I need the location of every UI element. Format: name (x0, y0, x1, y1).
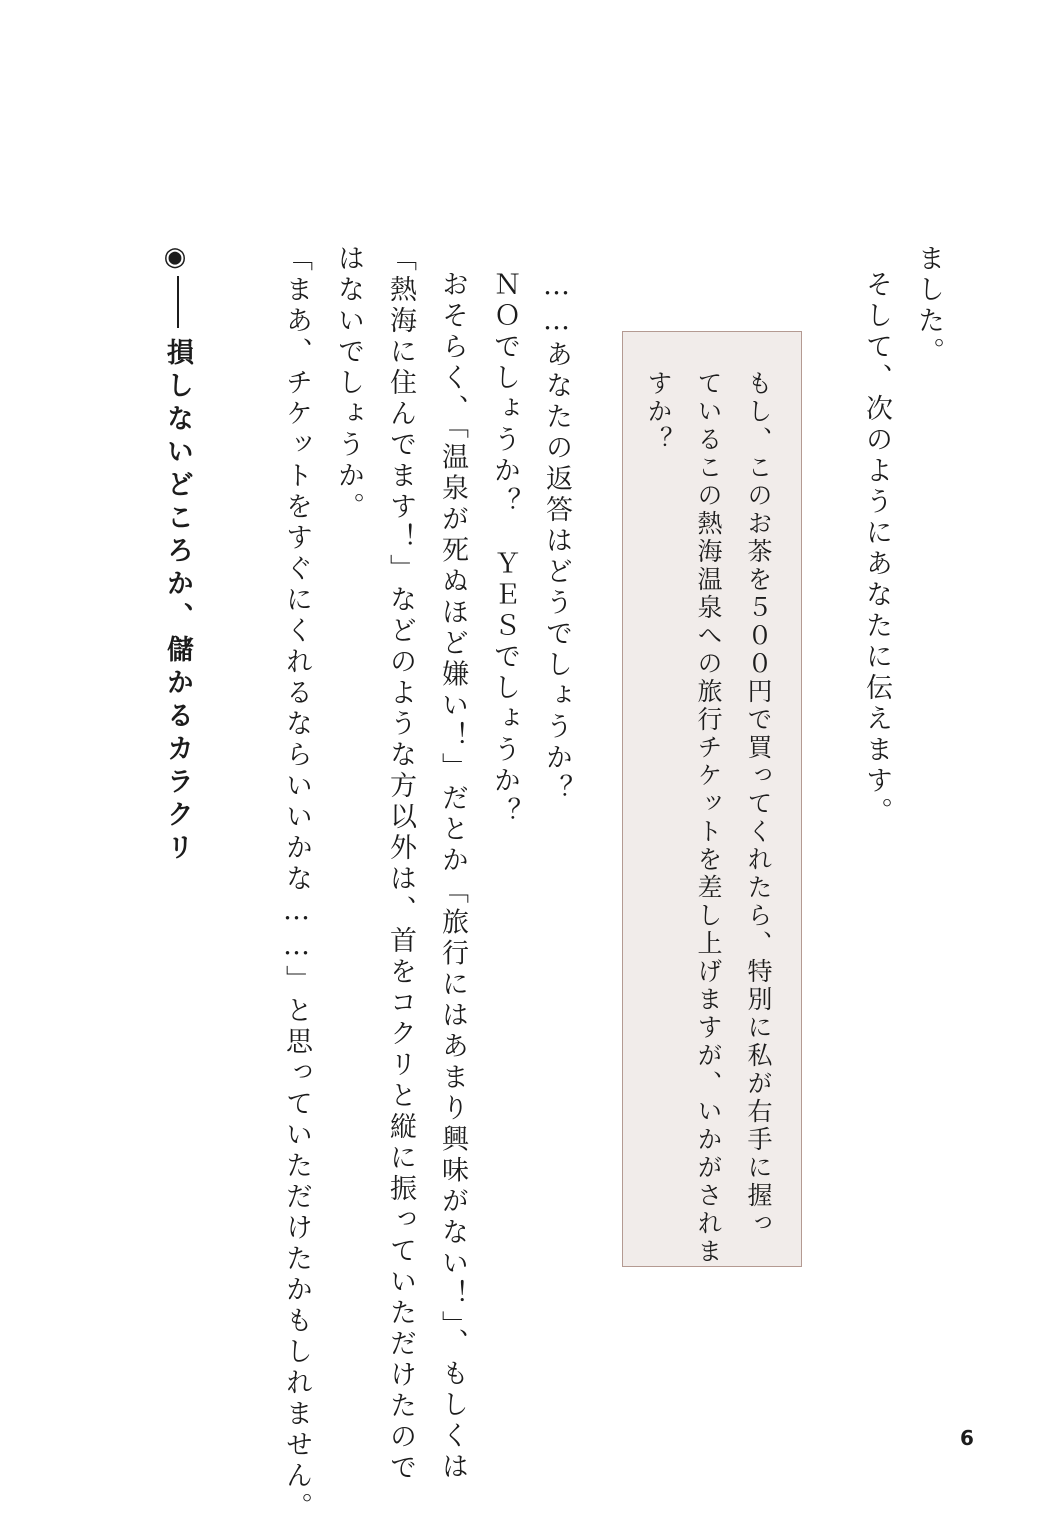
callout-line: ているこの熱海温泉への旅行チケットを差し上げますが、いかがされま (694, 370, 723, 1266)
body-line: はないでしょうか。 (333, 244, 364, 523)
callout-box (622, 331, 802, 1267)
body-line: 「熱海に住んでます！」などのような方以外は、首をコクリと縦に振っていただけたので (385, 244, 416, 1484)
body-line: 「まあ、チケットをすぐにくれるならいいかな……」と思っていただけたかもしれません。 (281, 244, 312, 1523)
callout-line: もし、このお茶を５００円で買ってくれたら、特別に私が右手に握っ (744, 370, 773, 1238)
page-number: 6 (960, 1426, 974, 1450)
body-line: ＮＯでしょうか？ ＹＥＳでしょうか？ (489, 270, 520, 828)
heading-rule (177, 276, 179, 328)
body-line: ました。 (913, 244, 944, 368)
section-heading (158, 244, 197, 866)
body-line: ……あなたの返答はどうでしょうか？ (541, 270, 572, 805)
heading-text: 損しないどころか、儲かるカラクリ (162, 338, 193, 866)
body-line: おそらく、「温泉が死ぬほど嫌い！」だとか「旅行にはあまり興味がない！」、もしくは (437, 270, 468, 1483)
bullet-icon: ◉ (163, 242, 192, 272)
body-line: そして、次のようにあなたに伝えます。 (861, 270, 892, 828)
callout-line: すか？ (644, 370, 673, 454)
callout-text (633, 370, 783, 1266)
